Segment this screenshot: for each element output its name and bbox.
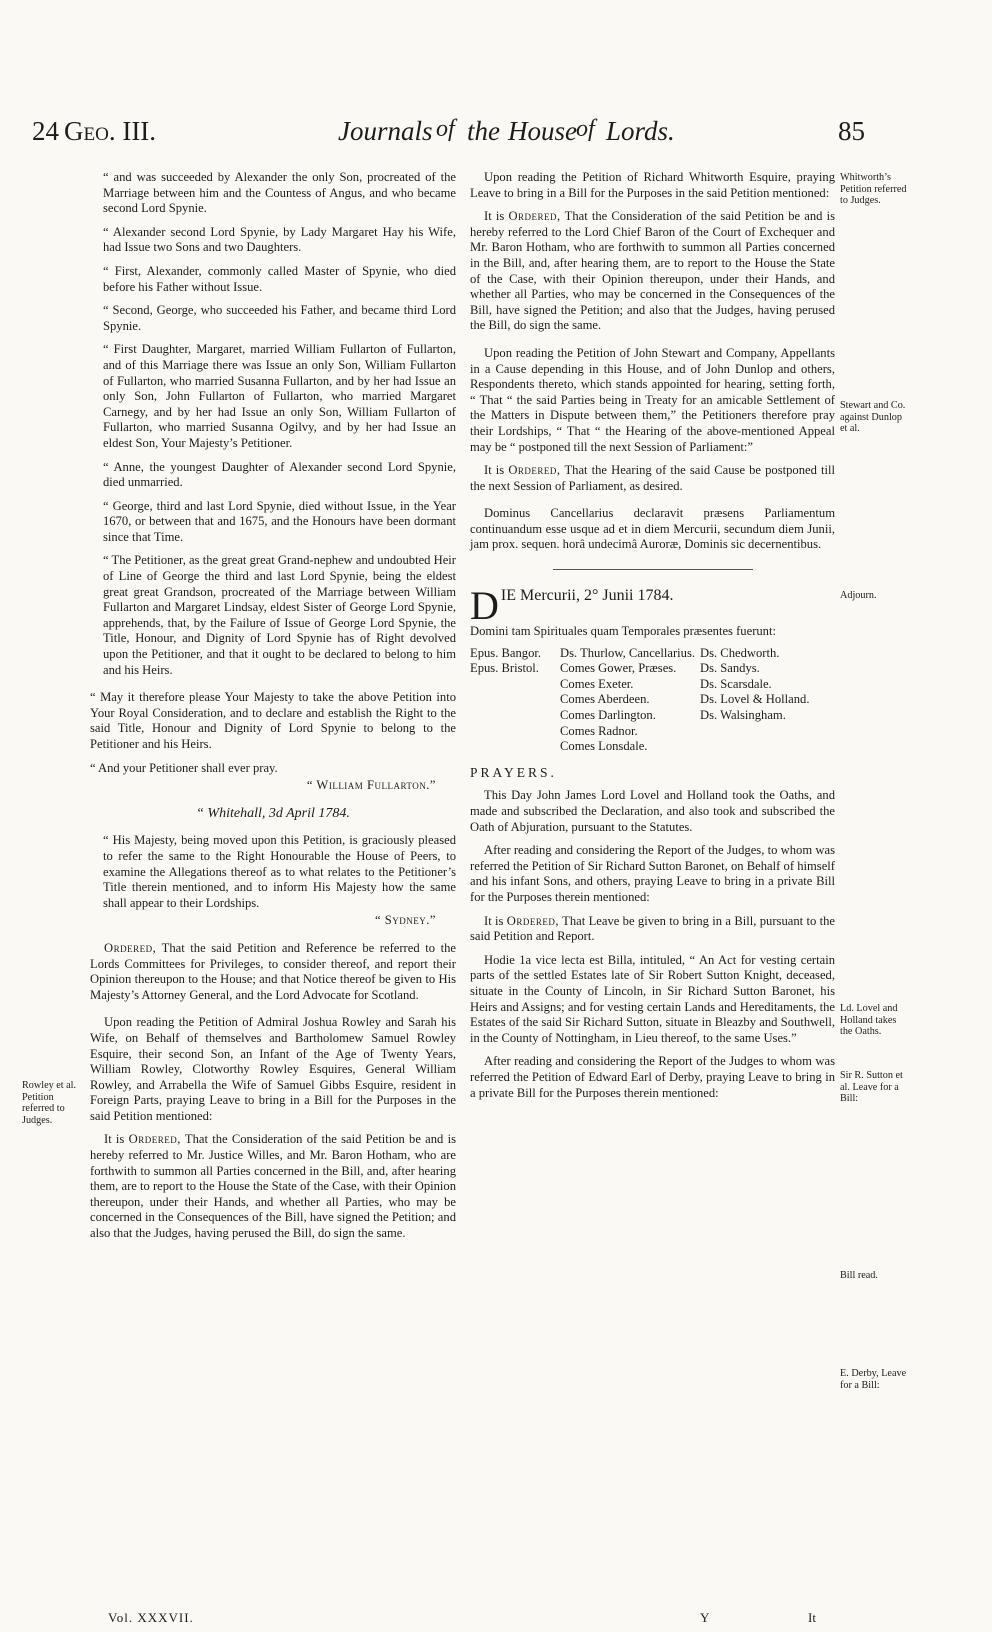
it-is: It is	[484, 463, 505, 478]
right-column	[470, 170, 835, 1109]
section-divider	[553, 569, 753, 570]
ordered-word: Ordered,	[508, 463, 561, 478]
king-name: Geo. III.	[64, 116, 157, 146]
paragraph: This Day John James Lord Lovel and Holland took the Oaths, and made and subscribed the Declaration, and also took and subscribed the Oath of Abjuration, pursuant to the Statutes.	[470, 788, 835, 834]
paragraph: “ His Majesty, being moved upon this Petition, is graciously pleased to refer the same to the Right Honourable the House of Peers, to examine the Allegations thereof as to what relates to the Petitioner’s Title therein mentioned, and to inform His Majesty how the same shall appear to their Lordships.	[103, 833, 456, 910]
lords-col-bishops	[470, 646, 560, 755]
margin-note-bill-read: Bill read.	[840, 1270, 878, 1281]
running-header	[30, 116, 890, 156]
margin-note-adjourn: Adjourn.	[840, 590, 877, 601]
lord-name: Ds. Scarsdale.	[700, 676, 772, 691]
lord-name: Ds. Thurlow, Cancellarius.	[560, 645, 696, 660]
paragraph: After reading and considering the Report of the Judges, to whom was referred the Petition of Sir Richard Sutton Baronet, on Behalf of himself and his infant Sons, and others, praying Leave to bring in a private Bill for the Purposes therein mentioned:	[470, 843, 835, 904]
title-of: of	[436, 116, 455, 142]
order-paragraph	[470, 463, 835, 494]
ordered-word: Ordered,	[104, 940, 157, 955]
paragraph: “ and was succeeded by Alexander the only Son, procreated of the Marriage between him and the Countess of Angus, and who became second Lord Spynie.	[103, 170, 456, 216]
paragraph: After reading and considering the Report of the Judges to whom was referred the Petition of Edward Earl of Derby, praying Leave to bring in a private Bill for the Purposes therein mentioned:	[470, 1054, 835, 1100]
ordered-word: Ordered,	[128, 1132, 181, 1147]
ordered-word: Ordered,	[508, 209, 561, 224]
lord-name: Comes Darlington.	[560, 708, 656, 723]
margin-note-derby: E. Derby, Leave for a Bill:	[840, 1368, 907, 1391]
dateline: “ Whitehall, 3d April 1784.	[196, 805, 350, 821]
order-paragraph	[470, 209, 835, 334]
paragraph: Upon reading the Petition of Richard Whitworth Esquire, praying Leave to bring in a Bill for the Purposes in the said Petition mentioned:	[470, 170, 835, 200]
lord-name: Comes Gower, Præses.	[560, 661, 677, 676]
lord-name: Ds. Walsingham.	[700, 708, 786, 723]
ordered-word: Ordered,	[506, 913, 560, 928]
it-is: It is	[484, 209, 505, 224]
day-date: IE Mercurii, 2° Junii 1784.	[500, 587, 674, 605]
lord-name: Epus. Bristol.	[470, 661, 539, 676]
paragraph: Upon reading the Petition of Admiral Joshua Rowley and Sarah his Wife, on Behalf of themselves and Bartholomew Samuel Rowley Esquire, their second Son, an Infant of the Age of Twenty Years, William Rowley, Clotworthy Rowley Esquires, General William Rowley, and Arrabella the Wife of Samuel Gibbs Esquire, resident in Foreign Parts, praying Leave to bring in a Bill for the Purposes in the said Petition mentioned:	[90, 1015, 456, 1123]
paragraph: “ First Daughter, Margaret, married William Fullarton of Fullarton, and of this Marriage there was Issue an only Son, William Fullarton of Fullarton, who married Susanna Fullarton, and by her had Issue an only Son, John Fullarton of Fullarton, who married Margaret Carnegy, and by her had Issue an only Son, William Fullarton of Fullarton, who married Susanna Ogilvy, and by her had Issue an eldest Son, Your Majesty’s Petitioner.	[103, 342, 456, 450]
paragraph: “ First, Alexander, commonly called Master of Spynie, who died before his Father without Issue.	[103, 263, 456, 294]
title-house: House	[508, 116, 577, 146]
margin-note-stewart: Stewart and Co. against Dunlop et al.	[840, 400, 906, 435]
bill-read: Hodie 1a vice lecta est Billa, intituled, “ An Act for vesting certain parts of the settled Estates late of Sir Robert Sutton Knight, deceased, situate in the County of Lincoln, in Sir Richard Sutton Baronet, his Heirs and Assigns; and for vesting certain Lands and Hereditaments, the Estates of the said Sir Richard Sutton, situate in Bleazby and Southwell, in the County of Nottingham, in Lieu thereof, to the same Uses.”	[470, 952, 835, 1045]
paragraph: “ Anne, the youngest Daughter of Alexander second Lord Spynie, died unmarried.	[103, 459, 456, 490]
prayer-close: “ And your Petitioner shall ever pray.	[90, 760, 278, 775]
title-the: the	[467, 116, 500, 146]
margin-note-rowley: Rowley et al. Petition referred to Judges.	[22, 1080, 77, 1126]
page-number: 85	[838, 116, 865, 146]
regnal-year: 24	[32, 116, 59, 146]
lords-present	[470, 646, 835, 755]
lord-name: Comes Lonsdale.	[560, 739, 648, 754]
lords-col-earls	[560, 646, 700, 755]
order-text: That the Consideration of the said Petition be and is hereby referred to Mr. Justice Willes, and Mr. Baron Hotham, who are forthwith to summon all Parties concerned in the Bill, and, after hearing them, are to report to the House the State of the Case, with their Opinion thereupon, under their Hands, and whether all Parties, who may be concerned in the Consequences of the Bill, have signed the Petition; and also that the Judges, having perused the Bill, do sign the same.	[90, 1132, 457, 1241]
margin-note-sutton: Sir R. Sutton et al. Leave for a Bill:	[840, 1070, 903, 1105]
paragraph: “ George, third and last Lord Spynie, died without Issue, in the Year 1670, or between that and 1675, and the Honours have been dormant since that Time.	[103, 498, 456, 544]
order-paragraph	[90, 1132, 456, 1241]
title-lords: Lords.	[606, 116, 675, 146]
paragraph: “ The Petitioner, as the great great Grand-nephew and undoubted Heir of Line of George the third and last Lord Spynie, being the eldest great great Grandson, procreated of the Marriage between William Fullarton and Margaret Lindsay, eldest Sister of George Lord Spynie, apprehends, that, by the Failure of Issue of George Lord Spynie, the Title, Honour, and Dignity of Lord Spynie has of Right devolved upon the Petitioner, and that it ought to be declared to belong to him and his Heirs.	[103, 553, 456, 677]
lord-name: Ds. Sandys.	[700, 661, 760, 676]
it-is: It is	[104, 1132, 125, 1147]
lord-name: Comes Aberdeen.	[560, 692, 650, 707]
adjournment: Dominus Cancellarius declaravit præsens Parliamentum continuandum esse usque ad et in diem Mercurii, secundum diem Junii, jam prox. sequen. horâ undecimâ Auroræ, Dominis sic decernentibus.	[470, 506, 835, 552]
signature-mark: Y	[700, 1610, 710, 1625]
paragraph: Upon reading the Petition of John Stewart and Company, Appellants in a Cause depending in this House, and of John Dunlop and others, Respondents thereto, which stands appointed for hearing, setting forth, “ That “ the said Parties being in Treaty for an amicable Settlement of the Matters in Dispute between them,” the Petitioners therefore pray their Lordships, “ That “ the Hearing of the above-mentioned Appeal may be “ postponed till the next Session of Parliament:”	[470, 345, 835, 454]
title-journals: Journals	[338, 116, 433, 146]
paragraph: “ Alexander second Lord Spynie, by Lady Margaret Hay his Wife, had Issue two Sons and two Daughters.	[103, 224, 456, 255]
title-of-2: of	[576, 116, 595, 142]
lord-name: Comes Exeter.	[560, 676, 634, 691]
order-text: That the Consideration of the said Petition be and is hereby referred to the Lord Chief Baron of the Court of Exchequer and Mr. Baron Hotham, who are forthwith to summon all Parties concerned in the Bill, and, after hearing them, are to report to the House the State of the Case, with their Opinion thereupon, under their Hands, and whether all Parties, who may be concerned in the Consequences of the Bill, have signed the Petition; and also that the Judges, having perused the Bill, do sign the same.	[470, 209, 836, 333]
order-paragraph	[90, 941, 456, 1003]
domini-line: Domini tam Spirituales quam Temporales præsentes fuerunt:	[470, 624, 776, 639]
lord-name: Ds. Chedworth.	[700, 645, 780, 660]
lords-col-barons	[700, 646, 809, 755]
order-text: That the Hearing of the said Cause be postponed till the next Session of Parliament, as desired.	[470, 463, 835, 493]
catchword: It	[808, 1610, 816, 1625]
order-paragraph	[470, 914, 835, 945]
signature-fullarton: “ William Fullarton.”	[306, 778, 436, 793]
prayers-heading: PRAYERS.	[470, 764, 557, 780]
margin-note-lovel: Ld. Lovel and Holland takes the Oaths.	[840, 1003, 898, 1038]
margin-note-whitworth: Whitworth’s Petition referred to Judges.	[840, 172, 907, 207]
left-column	[90, 170, 456, 1250]
it-is: It is	[484, 913, 504, 928]
lord-name: Epus. Bangor.	[470, 645, 542, 660]
lord-name: Comes Radnor.	[560, 723, 638, 738]
day-heading	[470, 583, 835, 629]
volume-number: Vol. XXXVII.	[108, 1610, 194, 1625]
prayer: “ May it therefore please Your Majesty to take the above Petition into Your Royal Consideration, and to declare and establish the Right to the said Title, Honour and Dignity of Lord Spynie to belong to the Petitioner and his Heirs.	[90, 690, 456, 751]
drop-cap: D	[470, 583, 499, 629]
lord-name: Ds. Lovel & Holland.	[700, 692, 810, 707]
order-text: That Leave be given to bring in a Bill, pursuant to the said Petition and Report.	[470, 913, 835, 944]
paragraph: “ Second, George, who succeeded his Father, and became third Lord Spynie.	[103, 303, 456, 333]
signature-sydney: “ Sydney.”	[375, 913, 436, 928]
order-text: That the said Petition and Reference be referred to the Lords Committees for Privileges, to consider thereof, and report their Opinion thereupon to the House; and that Notice thereof be given to His Majesty’s Attorney General, and the Lord Advocate for Scotland.	[90, 940, 456, 1002]
